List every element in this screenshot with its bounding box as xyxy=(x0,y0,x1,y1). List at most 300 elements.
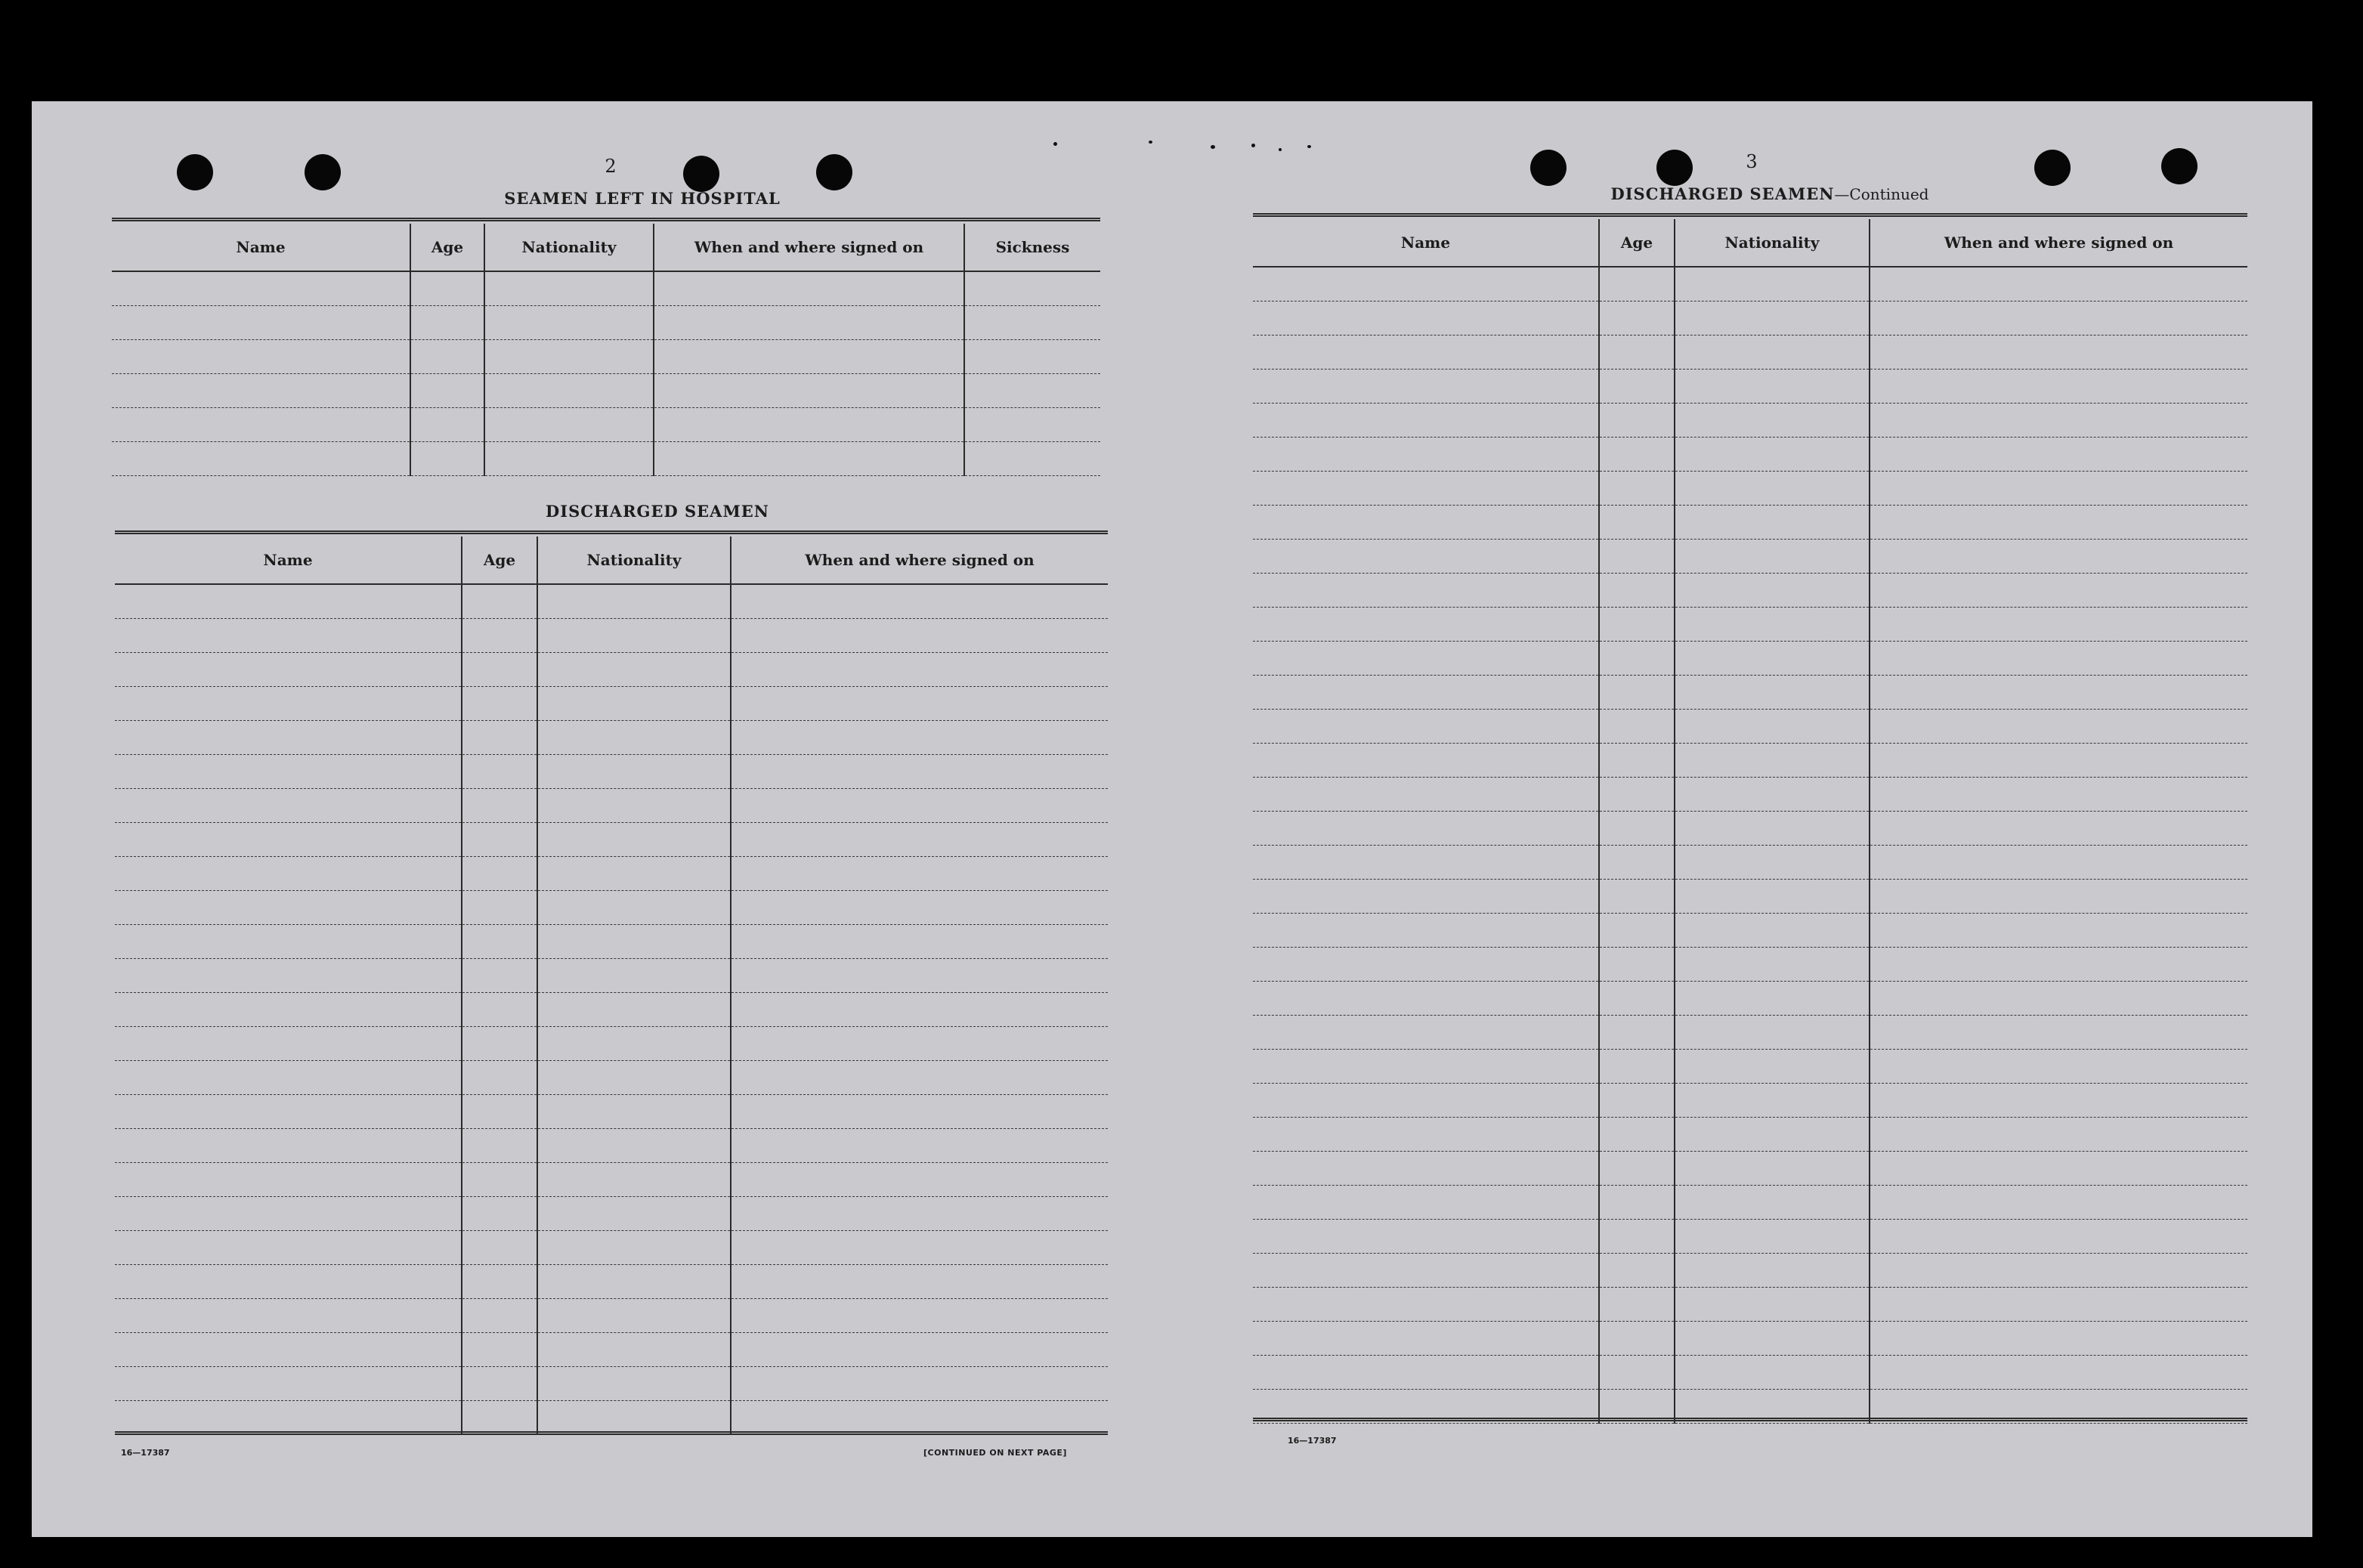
blank-cell xyxy=(537,584,731,619)
blank-cell xyxy=(462,1027,537,1061)
form-number-right: 16—17387 xyxy=(1288,1436,1337,1446)
table-row xyxy=(1253,914,2247,948)
blank-cell xyxy=(537,687,731,721)
page-number-right: 3 xyxy=(1746,151,1758,172)
table-row xyxy=(115,1231,1108,1265)
blank-cell xyxy=(1253,370,1599,404)
blank-cell xyxy=(1253,506,1599,540)
blank-cell xyxy=(1253,1016,1599,1050)
blank-cell xyxy=(537,959,731,993)
blank-cell xyxy=(1870,846,2247,880)
blank-cell xyxy=(1253,1152,1599,1186)
blank-cell xyxy=(462,789,537,823)
blank-cell xyxy=(731,1299,1108,1333)
blank-cell xyxy=(1599,642,1675,676)
table-row xyxy=(112,306,1100,340)
blank-cell xyxy=(115,925,462,959)
blank-cell xyxy=(484,306,654,340)
punch-hole xyxy=(816,154,852,190)
blank-cell xyxy=(1675,574,1870,608)
blank-cell xyxy=(1870,880,2247,914)
discharged-continued-title-suffix: —Continued xyxy=(1834,185,1929,203)
continued-table-body xyxy=(1253,267,2247,1424)
table-row xyxy=(115,619,1108,653)
blank-cell xyxy=(537,755,731,789)
table-row xyxy=(1253,370,2247,404)
col-age-header: Age xyxy=(462,537,537,584)
discharged-table-body xyxy=(115,584,1108,1435)
blank-cell xyxy=(731,1129,1108,1163)
blank-cell xyxy=(1870,574,2247,608)
blank-cell xyxy=(462,1265,537,1299)
blank-cell xyxy=(115,619,462,653)
blank-cell xyxy=(1599,472,1675,506)
table-row xyxy=(115,857,1108,891)
blank-cell xyxy=(462,653,537,687)
continued-header-row xyxy=(1253,219,2247,267)
blank-cell xyxy=(1253,914,1599,948)
blank-cell xyxy=(462,687,537,721)
blank-cell xyxy=(731,925,1108,959)
blank-cell xyxy=(1599,1084,1675,1118)
blank-cell xyxy=(1870,1356,2247,1390)
blank-cell xyxy=(462,891,537,925)
blank-cell xyxy=(537,925,731,959)
blank-cell xyxy=(1253,982,1599,1016)
blank-cell xyxy=(1253,676,1599,710)
blank-cell xyxy=(537,857,731,891)
table-row xyxy=(115,1129,1108,1163)
blank-cell xyxy=(654,306,964,340)
table-row xyxy=(115,925,1108,959)
blank-cell xyxy=(537,1061,731,1095)
speck-mark xyxy=(1053,142,1057,146)
blank-cell xyxy=(484,408,654,442)
punch-hole xyxy=(2034,150,2071,186)
blank-cell xyxy=(462,1095,537,1129)
blank-cell xyxy=(1870,1050,2247,1084)
blank-cell xyxy=(1870,404,2247,438)
blank-cell xyxy=(537,1367,731,1401)
blank-cell xyxy=(115,1129,462,1163)
table-row xyxy=(1253,642,2247,676)
blank-cell xyxy=(1599,1220,1675,1254)
blank-cell xyxy=(731,1095,1108,1129)
col-age-header: Age xyxy=(1599,219,1675,267)
blank-cell xyxy=(1870,676,2247,710)
discharged-header-row xyxy=(115,537,1108,584)
blank-cell xyxy=(1870,1152,2247,1186)
blank-cell xyxy=(115,959,462,993)
blank-cell xyxy=(1870,438,2247,472)
hospital-section-title: SEAMEN LEFT IN HOSPITAL xyxy=(504,189,781,208)
table-row xyxy=(115,1163,1108,1197)
blank-cell xyxy=(1675,1118,1870,1152)
blank-cell xyxy=(112,340,410,374)
blank-cell xyxy=(115,1197,462,1231)
blank-cell xyxy=(537,1027,731,1061)
blank-cell xyxy=(115,823,462,857)
blank-cell xyxy=(115,1299,462,1333)
col-signed-on-header: When and where signed on xyxy=(654,224,964,271)
blank-cell xyxy=(1675,914,1870,948)
blank-cell xyxy=(1253,812,1599,846)
blank-cell xyxy=(1870,1186,2247,1220)
discharged-continued-title xyxy=(1528,184,2012,203)
blank-cell xyxy=(410,271,484,306)
table-row xyxy=(115,584,1108,619)
blank-cell xyxy=(1675,404,1870,438)
table-row xyxy=(1253,302,2247,336)
blank-cell xyxy=(964,374,1100,408)
blank-cell xyxy=(1675,880,1870,914)
blank-cell xyxy=(1253,608,1599,642)
table-row xyxy=(115,653,1108,687)
table-row xyxy=(1253,880,2247,914)
blank-cell xyxy=(537,619,731,653)
blank-cell xyxy=(1253,1220,1599,1254)
blank-cell xyxy=(731,1401,1108,1435)
blank-cell xyxy=(537,1095,731,1129)
table-row xyxy=(1253,710,2247,744)
table-row xyxy=(1253,1186,2247,1220)
blank-cell xyxy=(964,306,1100,340)
blank-cell xyxy=(1599,812,1675,846)
blank-cell xyxy=(115,584,462,619)
blank-cell xyxy=(1253,1288,1599,1322)
blank-cell xyxy=(1870,370,2247,404)
blank-cell xyxy=(537,1299,731,1333)
blank-cell xyxy=(1870,506,2247,540)
blank-cell xyxy=(1870,1118,2247,1152)
table-row xyxy=(115,959,1108,993)
speck-mark xyxy=(1251,144,1255,147)
col-nationality-header: Nationality xyxy=(537,537,731,584)
blank-cell xyxy=(115,1095,462,1129)
right-bottom-rule xyxy=(1253,1418,2247,1421)
blank-cell xyxy=(1675,472,1870,506)
blank-cell xyxy=(1253,948,1599,982)
blank-cell xyxy=(537,721,731,755)
blank-cell xyxy=(462,619,537,653)
table-row xyxy=(115,687,1108,721)
blank-cell xyxy=(731,1197,1108,1231)
blank-cell xyxy=(654,408,964,442)
blank-cell xyxy=(115,721,462,755)
blank-cell xyxy=(462,959,537,993)
blank-cell xyxy=(731,687,1108,721)
blank-cell xyxy=(1870,1220,2247,1254)
blank-cell xyxy=(731,1027,1108,1061)
table-row xyxy=(1253,540,2247,574)
table-row xyxy=(1253,1084,2247,1118)
speck-mark xyxy=(1211,145,1215,149)
blank-cell xyxy=(1675,1186,1870,1220)
blank-cell xyxy=(1253,540,1599,574)
col-sickness-header: Sickness xyxy=(964,224,1100,271)
blank-cell xyxy=(964,408,1100,442)
punch-hole xyxy=(177,154,213,190)
blank-cell xyxy=(731,1367,1108,1401)
left-bottom-rule xyxy=(115,1431,1108,1435)
blank-cell xyxy=(1675,778,1870,812)
punch-hole xyxy=(305,154,341,190)
col-name-header: Name xyxy=(112,224,410,271)
discharged-title-rule xyxy=(115,530,1108,534)
blank-cell xyxy=(1675,812,1870,846)
hospital-table-body xyxy=(112,271,1100,476)
blank-cell xyxy=(1675,506,1870,540)
blank-cell xyxy=(654,374,964,408)
table-row xyxy=(115,1095,1108,1129)
blank-cell xyxy=(1870,778,2247,812)
blank-cell xyxy=(1253,1050,1599,1084)
blank-cell xyxy=(115,1265,462,1299)
blank-cell xyxy=(1870,608,2247,642)
blank-cell xyxy=(462,1163,537,1197)
table-row xyxy=(115,755,1108,789)
blank-cell xyxy=(731,1231,1108,1265)
table-row xyxy=(1253,608,2247,642)
blank-cell xyxy=(1675,1220,1870,1254)
blank-cell xyxy=(462,823,537,857)
blank-cell xyxy=(1253,404,1599,438)
blank-cell xyxy=(1870,1084,2247,1118)
blank-cell xyxy=(537,1401,731,1435)
table-row xyxy=(1253,1288,2247,1322)
blank-cell xyxy=(462,1367,537,1401)
blank-cell xyxy=(1253,302,1599,336)
speck-mark xyxy=(1149,141,1152,144)
table-row xyxy=(115,721,1108,755)
blank-cell xyxy=(1870,472,2247,506)
blank-cell xyxy=(1870,540,2247,574)
blank-cell xyxy=(537,1163,731,1197)
blank-cell xyxy=(1870,914,2247,948)
blank-cell xyxy=(1599,1322,1675,1356)
hospital-title-rule xyxy=(112,218,1100,221)
table-row xyxy=(112,340,1100,374)
blank-cell xyxy=(484,271,654,306)
blank-cell xyxy=(1253,744,1599,778)
blank-cell xyxy=(462,925,537,959)
blank-cell xyxy=(410,442,484,476)
col-nationality-header: Nationality xyxy=(1675,219,1870,267)
blank-cell xyxy=(1599,540,1675,574)
blank-cell xyxy=(1870,336,2247,370)
col-name-header: Name xyxy=(1253,219,1599,267)
table-row xyxy=(115,1299,1108,1333)
blank-cell xyxy=(1675,1322,1870,1356)
blank-cell xyxy=(537,653,731,687)
blank-cell xyxy=(115,789,462,823)
table-row xyxy=(112,271,1100,306)
blank-cell xyxy=(410,306,484,340)
blank-cell xyxy=(731,789,1108,823)
col-signed-on-header: When and where signed on xyxy=(1870,219,2247,267)
blank-cell xyxy=(731,1061,1108,1095)
blank-cell xyxy=(731,755,1108,789)
table-row xyxy=(115,1027,1108,1061)
blank-cell xyxy=(1675,608,1870,642)
blank-cell xyxy=(731,993,1108,1027)
blank-cell xyxy=(1599,1254,1675,1288)
blank-cell xyxy=(112,271,410,306)
blank-cell xyxy=(462,1197,537,1231)
punch-hole xyxy=(2161,148,2198,184)
blank-cell xyxy=(462,1231,537,1265)
blank-cell xyxy=(964,340,1100,374)
blank-cell xyxy=(1253,472,1599,506)
blank-cell xyxy=(1599,914,1675,948)
blank-cell xyxy=(731,1265,1108,1299)
blank-cell xyxy=(1675,676,1870,710)
blank-cell xyxy=(1253,574,1599,608)
blank-cell xyxy=(115,1061,462,1095)
blank-cell xyxy=(1675,1152,1870,1186)
blank-cell xyxy=(1253,438,1599,472)
discharged-section-title: DISCHARGED SEAMEN xyxy=(546,502,769,521)
blank-cell xyxy=(1870,1322,2247,1356)
blank-cell xyxy=(1675,336,1870,370)
blank-cell xyxy=(1599,1016,1675,1050)
discharged-continued-title-main: DISCHARGED SEAMEN xyxy=(1610,184,1835,203)
blank-cell xyxy=(731,584,1108,619)
table-row xyxy=(115,789,1108,823)
blank-cell xyxy=(731,891,1108,925)
page-number-left: 2 xyxy=(605,156,617,177)
blank-cell xyxy=(115,687,462,721)
hospital-header-row xyxy=(112,224,1100,271)
blank-cell xyxy=(1870,1016,2247,1050)
blank-cell xyxy=(462,755,537,789)
blank-cell xyxy=(964,271,1100,306)
blank-cell xyxy=(115,857,462,891)
blank-cell xyxy=(1253,710,1599,744)
blank-cell xyxy=(1599,404,1675,438)
blank-cell xyxy=(410,340,484,374)
blank-cell xyxy=(1253,267,1599,302)
table-row xyxy=(115,1197,1108,1231)
blank-cell xyxy=(1870,302,2247,336)
blank-cell xyxy=(1675,846,1870,880)
blank-cell xyxy=(1599,438,1675,472)
table-row xyxy=(112,442,1100,476)
blank-cell xyxy=(1675,540,1870,574)
blank-cell xyxy=(537,823,731,857)
blank-cell xyxy=(1675,1050,1870,1084)
punch-hole xyxy=(1530,150,1567,186)
blank-cell xyxy=(115,993,462,1027)
blank-cell xyxy=(1599,1152,1675,1186)
blank-cell xyxy=(1599,302,1675,336)
blank-cell xyxy=(462,857,537,891)
table-row xyxy=(1253,438,2247,472)
blank-cell xyxy=(731,1333,1108,1367)
blank-cell xyxy=(1870,267,2247,302)
table-row xyxy=(115,891,1108,925)
blank-cell xyxy=(654,340,964,374)
blank-cell xyxy=(1870,948,2247,982)
table-row xyxy=(115,993,1108,1027)
blank-cell xyxy=(1870,1254,2247,1288)
blank-cell xyxy=(1599,1050,1675,1084)
blank-cell xyxy=(484,374,654,408)
table-row xyxy=(112,374,1100,408)
punch-hole xyxy=(1656,150,1693,186)
blank-cell xyxy=(115,653,462,687)
punch-hole xyxy=(683,156,719,192)
blank-cell xyxy=(1599,744,1675,778)
table-row xyxy=(1253,1220,2247,1254)
blank-cell xyxy=(462,721,537,755)
table-row xyxy=(1253,1322,2247,1356)
blank-cell xyxy=(1253,1322,1599,1356)
blank-cell xyxy=(654,271,964,306)
table-row xyxy=(1253,472,2247,506)
blank-cell xyxy=(410,374,484,408)
blank-cell xyxy=(1599,267,1675,302)
blank-cell xyxy=(462,993,537,1027)
table-row xyxy=(115,823,1108,857)
blank-cell xyxy=(1599,846,1675,880)
blank-cell xyxy=(537,1265,731,1299)
blank-cell xyxy=(537,891,731,925)
blank-cell xyxy=(731,823,1108,857)
blank-cell xyxy=(1253,778,1599,812)
blank-cell xyxy=(1675,1016,1870,1050)
blank-cell xyxy=(462,1129,537,1163)
blank-cell xyxy=(1599,778,1675,812)
blank-cell xyxy=(1253,880,1599,914)
blank-cell xyxy=(112,306,410,340)
table-row xyxy=(1253,404,2247,438)
blank-cell xyxy=(1253,336,1599,370)
blank-cell xyxy=(115,755,462,789)
discharged-table xyxy=(115,537,1108,1435)
blank-cell xyxy=(1599,574,1675,608)
blank-cell xyxy=(1675,642,1870,676)
blank-cell xyxy=(1675,1288,1870,1322)
blank-cell xyxy=(1599,676,1675,710)
blank-cell xyxy=(731,653,1108,687)
table-row xyxy=(1253,506,2247,540)
speck-mark xyxy=(1279,148,1282,151)
blank-cell xyxy=(537,1231,731,1265)
blank-cell xyxy=(115,1163,462,1197)
blank-cell xyxy=(1253,1356,1599,1390)
blank-cell xyxy=(1870,1288,2247,1322)
continued-note: [CONTINUED ON NEXT PAGE] xyxy=(923,1448,1067,1458)
blank-cell xyxy=(1675,1356,1870,1390)
table-row xyxy=(115,1367,1108,1401)
blank-cell xyxy=(1599,1118,1675,1152)
col-name-header: Name xyxy=(115,537,462,584)
blank-cell xyxy=(1253,846,1599,880)
table-row xyxy=(1253,1254,2247,1288)
blank-cell xyxy=(1675,744,1870,778)
blank-cell xyxy=(731,1163,1108,1197)
blank-cell xyxy=(1599,710,1675,744)
blank-cell xyxy=(1675,710,1870,744)
blank-cell xyxy=(484,442,654,476)
table-row xyxy=(1253,267,2247,302)
discharged-continued-table xyxy=(1253,219,2247,1424)
blank-cell xyxy=(1253,1186,1599,1220)
table-row xyxy=(115,1401,1108,1435)
table-row xyxy=(1253,1152,2247,1186)
table-row xyxy=(1253,812,2247,846)
